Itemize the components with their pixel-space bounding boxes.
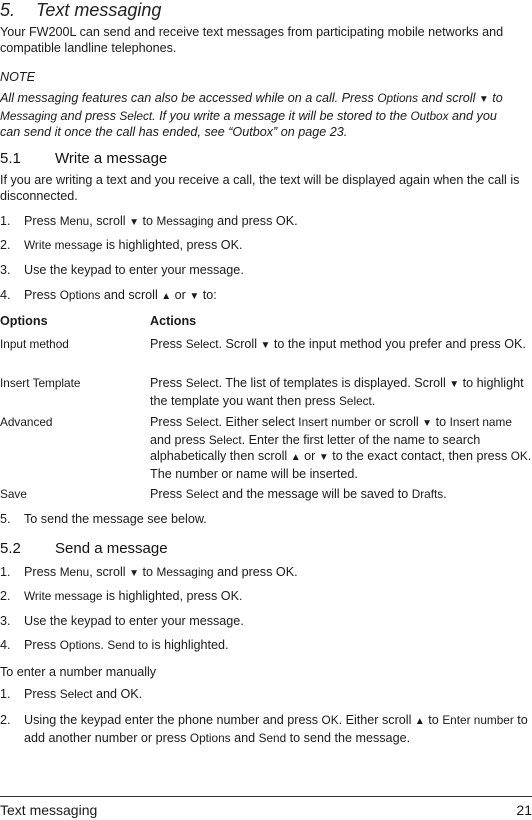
text-run: Press	[24, 214, 60, 228]
text-run: Use the keypad to enter your message.	[24, 263, 244, 277]
text-run: Drafts	[411, 487, 444, 501]
text-run: to:	[199, 288, 217, 302]
text-run: to	[139, 214, 157, 228]
scroll-down-arrow-icon: ▼	[449, 379, 460, 390]
text-run: Insert number	[298, 415, 372, 429]
text-run: or	[300, 449, 319, 463]
text-run: Press	[24, 687, 60, 701]
menu-term: Menu	[59, 214, 90, 228]
text-run: .	[100, 638, 108, 652]
text-run: is highlighted.	[148, 638, 229, 652]
messaging-term: Messaging	[156, 214, 214, 228]
section-title: Text messaging	[36, 0, 162, 20]
text-run: to	[139, 565, 157, 579]
text-run: OK	[321, 713, 339, 727]
text-run: Press	[150, 337, 186, 351]
note-line-1	[0, 90, 532, 108]
text-run: 5.	[0, 512, 11, 526]
subsection-title: Write a message	[55, 150, 168, 167]
text-run: Select	[185, 415, 219, 429]
messaging-term: Messaging	[156, 565, 214, 579]
write-intro: If you are writing a text and you receive a call, the text will be displayed again when the call is disconnected.	[0, 173, 520, 203]
options-term: Options	[59, 288, 101, 302]
text-run: is highlighted, press OK.	[102, 238, 243, 252]
text-run: . Either scroll	[338, 713, 415, 727]
options-term: Options	[59, 638, 101, 652]
text-run: Press	[24, 288, 60, 302]
text-run: To send the message see below.	[24, 512, 207, 526]
menu-term: Menu	[59, 565, 90, 579]
text-run: to the input method you prefer and press OK.	[270, 337, 526, 351]
write-message-term: Write message	[24, 589, 103, 603]
column-actions: Actions	[150, 314, 197, 328]
footer-chapter-title: Text messaging	[0, 802, 98, 818]
text-run: 1.	[0, 565, 11, 579]
column-options: Options	[0, 314, 48, 328]
text-run: or scroll	[371, 415, 423, 429]
text-run: . Enter the first letter of the name to search alphabetically then scroll	[150, 433, 481, 463]
text-run: and scroll	[100, 288, 162, 302]
text-run: 2.	[0, 238, 11, 252]
text-run: and OK.	[92, 687, 143, 701]
intro-paragraph: Your FW200L can send and receive text messages from participating mobile networks and compatible landline telephones.	[0, 25, 504, 55]
text-run: and press	[57, 109, 120, 123]
subsection-heading-send	[0, 540, 168, 558]
subsection-number: 5.1	[0, 150, 21, 167]
text-run: or	[171, 288, 190, 302]
text-run: to send the message.	[286, 731, 411, 745]
text-run: Enter number	[442, 713, 514, 727]
option-name: Save	[0, 487, 27, 501]
text-run: 2.	[0, 589, 11, 603]
scroll-down-arrow-icon: ▼	[129, 568, 140, 579]
outbox-term: Outbox	[410, 109, 449, 123]
text-run: 1.	[0, 687, 11, 701]
subsection-heading-write	[0, 150, 167, 168]
page-number: 21	[516, 802, 532, 818]
text-run: Select	[185, 337, 219, 351]
text-run: 2.	[0, 713, 11, 727]
text-run: Press	[24, 565, 60, 579]
text-run: to highlight the template you want then press	[150, 376, 524, 408]
text-run: to	[432, 415, 450, 429]
option-name: Input method	[0, 337, 69, 351]
text-run: to the exact contact, then press	[328, 449, 511, 463]
text-run: and press	[150, 433, 209, 447]
text-run: Use the keypad to enter your message.	[24, 614, 244, 628]
text-run: 3.	[0, 263, 11, 277]
text-run: . The list of templates is displayed. Scroll	[218, 376, 450, 390]
note-body	[0, 90, 532, 140]
select-term: Select	[119, 109, 153, 123]
text-run: OK	[510, 449, 528, 463]
scroll-down-arrow-icon: ▼	[422, 418, 433, 429]
text-run: and press OK.	[213, 214, 298, 228]
text-run: Press	[24, 638, 60, 652]
text-run: Press	[150, 487, 186, 501]
text-run: , scroll	[89, 565, 130, 579]
scroll-down-arrow-icon: ▼	[318, 452, 329, 463]
text-run: . If you write a message it will be stored to the	[152, 109, 411, 123]
text-run: and	[230, 731, 259, 745]
note-line-3: can send it once the call has ended, see “Outbox” on page 23.	[0, 125, 348, 139]
scroll-down-arrow-icon: ▼	[478, 94, 489, 105]
subsection-title: Send a message	[55, 540, 168, 557]
scroll-down-arrow-icon: ▼	[189, 291, 200, 302]
text-run: Insert name	[449, 415, 512, 429]
footer-divider	[0, 796, 532, 797]
text-run: Options	[189, 731, 231, 745]
subsection-number: 5.2	[0, 540, 21, 557]
text-run: . Either select	[218, 415, 299, 429]
text-run: Select	[185, 376, 219, 390]
text-run: . The number or name will be inserted.	[150, 449, 532, 481]
section-number: 5.	[0, 0, 16, 20]
scroll-down-arrow-icon: ▼	[260, 340, 271, 351]
text-run: Send	[258, 731, 287, 745]
text-run: .	[443, 487, 447, 501]
messaging-term: Messaging	[0, 109, 58, 123]
text-run: is highlighted, press OK.	[102, 589, 243, 603]
send-to-term: Send to	[107, 638, 149, 652]
scroll-down-arrow-icon: ▼	[129, 217, 140, 228]
text-run: and scroll	[417, 91, 479, 105]
note-line-2	[0, 108, 532, 124]
text-run: and press OK.	[213, 565, 298, 579]
section-heading	[0, 0, 161, 20]
text-run: 4.	[0, 288, 11, 302]
text-run: All messaging features can also be accessed while on a call. Press	[0, 91, 378, 105]
write-message-term: Write message	[24, 238, 103, 252]
text-run: 3.	[0, 614, 11, 628]
text-run: Select	[339, 394, 372, 408]
text-run: Press	[150, 376, 186, 390]
scroll-up-arrow-icon: ▲	[161, 291, 172, 302]
scroll-up-arrow-icon: ▲	[414, 716, 425, 727]
text-run: 1.	[0, 214, 11, 228]
text-run: and you	[448, 109, 497, 123]
text-run: Select	[208, 433, 242, 447]
text-run: Press	[150, 415, 186, 429]
text-run: 4.	[0, 638, 11, 652]
options-term: Options	[377, 91, 418, 105]
text-run: , scroll	[89, 214, 130, 228]
text-run: to	[488, 91, 503, 105]
note-label: NOTE	[0, 70, 35, 84]
text-run: . Scroll	[218, 337, 261, 351]
option-name: Advanced	[0, 415, 53, 429]
text-run: Using the keypad enter the phone number and press	[24, 713, 322, 727]
text-run: .	[371, 394, 376, 408]
text-run: to	[424, 713, 443, 727]
text-run: Select	[185, 487, 219, 501]
text-run: to add another number or press	[24, 713, 528, 745]
text-run: and the message will be saved to	[218, 487, 412, 501]
text-run: Select	[59, 687, 93, 701]
scroll-up-arrow-icon: ▲	[290, 452, 301, 463]
manual-number-heading: To enter a number manually	[0, 665, 157, 679]
option-name: Insert Template	[0, 376, 81, 390]
